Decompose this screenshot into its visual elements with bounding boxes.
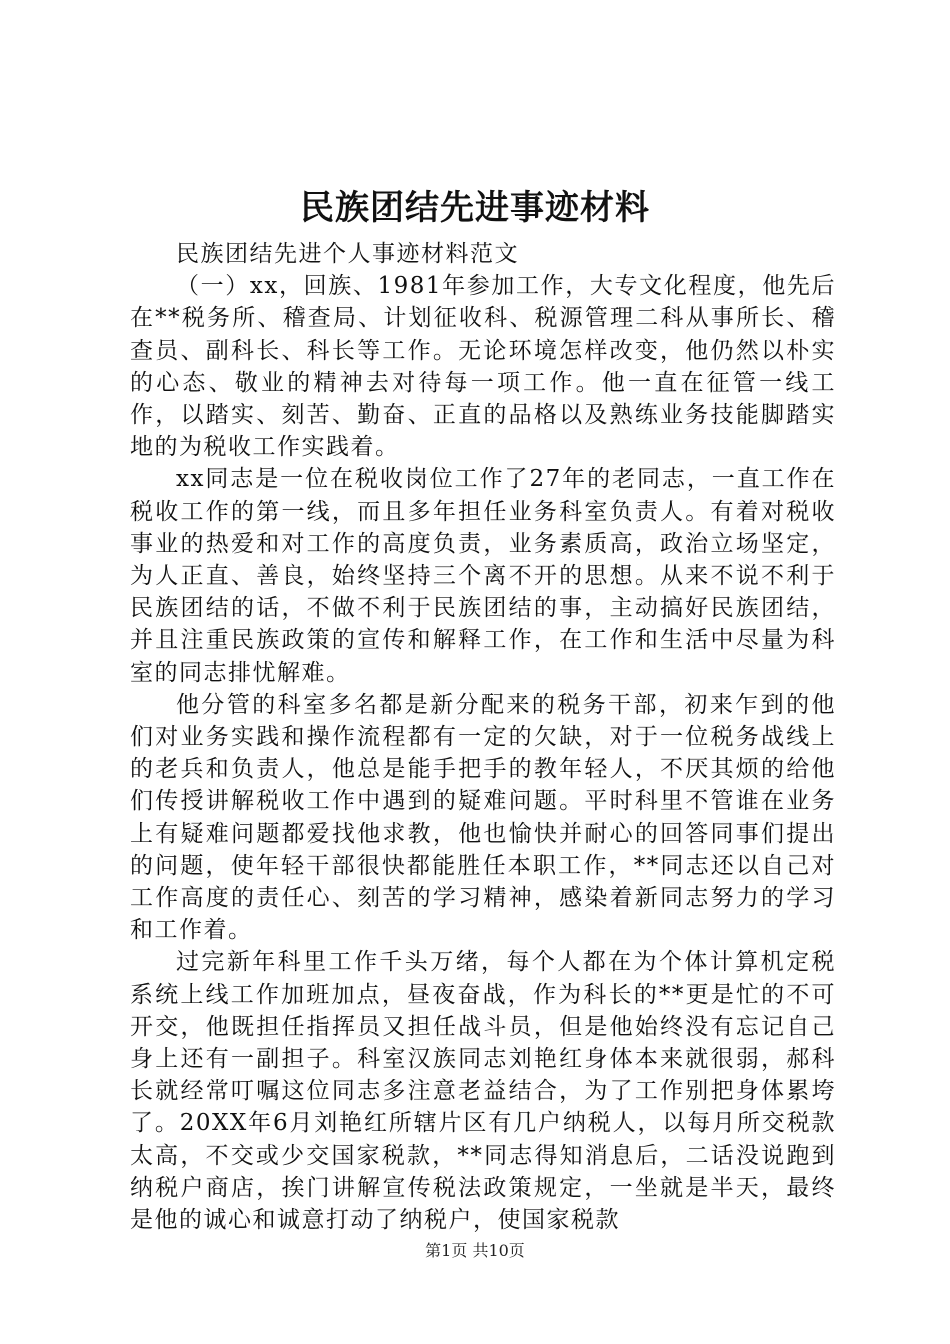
page-number-label: 第1页 共10页 (425, 1241, 525, 1260)
document-title: 民族团结先进事迹材料 (300, 188, 650, 228)
paragraph: xx同志是一位在税收岗位工作了27年的老同志，一直工作在税收工作的第一线，而且多年担任业务科室负责人。有着对税收事业的热爱和对工作的高度负责，业务素质高，政治立场坚定，为人正直、善良，始终坚持三个离不开的思想。从来不说不利于民族团结的话，不做不利于民族团结的事，主动搞好民族团结，并且注重民族政策的宣传和解释工作，在工作和生活中尽量为科室的同志排忧解难。 (130, 466, 836, 686)
document-body (130, 238, 836, 1236)
paragraph: （一）xx，回族、1981年参加工作，大专文化程度，他先后在**税务所、稽查局、计划征收科、税源管理二科从事所长、稽查员、副科长、科长等工作。无论环境怎样改变，他仍然以朴实的心态、敬业的精神去对待每一项工作。他一直在征管一线工作，以踏实、刻苦、勤奋、正直的品格以及熟练业务技能脚踏实地的为税收工作实践着。 (130, 273, 836, 461)
page-footer (0, 1240, 950, 1262)
document-subtitle: 民族团结先进个人事迹材料范文 (176, 241, 519, 267)
paragraph: 他分管的科室多名都是新分配来的税务干部，初来乍到的他们对业务实践和操作流程都有一定的欠缺，对于一位税务战线上的老兵和负责人，他总是能手把手的教年轻人，不厌其烦的给他们传授讲解税收工作中遇到的疑难问题。平时科里不管谁在业务上有疑难问题都爱找他求教，他也愉快并耐心的回答同事们提出的问题，使年轻干部很快都能胜任本职工作，**同志还以自己对工作高度的责任心、刻苦的学习精神，感染着新同志努力的学习和工作着。 (130, 691, 836, 944)
paragraph: 过完新年科里工作千头万绪，每个人都在为个体计算机定税系统上线工作加班加点，昼夜奋战，作为科长的**更是忙的不可开交，他既担任指挥员又担任战斗员，但是他始终没有忘记自己身上还有一副担子。科室汉族同志刘艳红身体本来就很弱，郝科长就经常叮嘱这位同志多注意老益结合，为了工作别把身体累垮了。20XX年6月刘艳红所辖片区有几户纳税人，以每月所交税款太高，不交或少交国家税款，**同志得知消息后，二话没说跑到纳税户商店，挨门讲解宣传税法政策规定，一坐就是半天，最终是他的诚心和诚意打动了纳税户，使国家税款 (130, 949, 836, 1234)
